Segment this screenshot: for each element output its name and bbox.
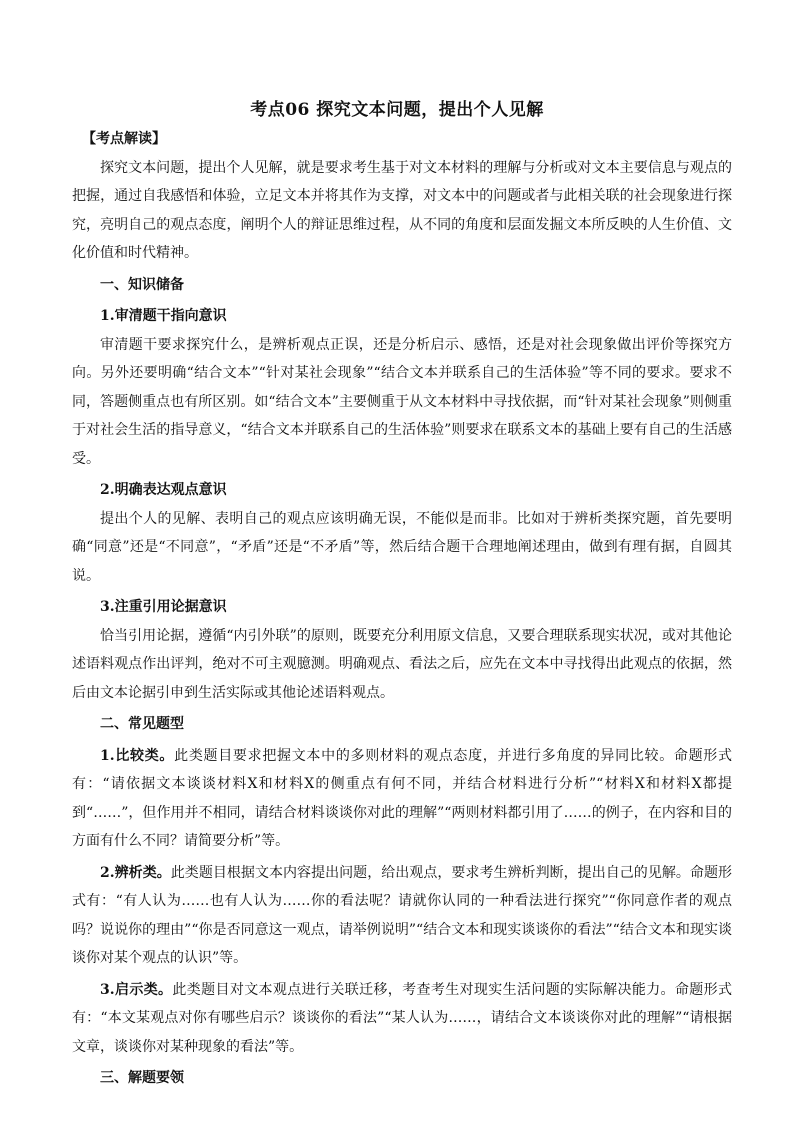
inspiration-type-body: 此类题目对文本观点进行关联迁移，考查考生对现实生活问题的实际解决能力。命题形式有：“本文某观点对你有哪些启示？谈谈你的看法”“某人认为……，请结合文本谈谈你对此的理解”“请根据文章，谈谈你对某种现象的看法”等。 (72, 981, 732, 1055)
comparison-type-lead: 1.比较类。 (100, 747, 175, 764)
section-heading-solving-tips: 三、解题要领 (100, 1070, 184, 1086)
paragraph-express-view: 提出个人的见解、表明自己的观点应该明确无误，不能似是而非。比如对于辨析类探究题，首先要明确“同意”还是“不同意”，“矛盾”还是“不矛盾”等，然后结合题干合理地阐述理由，做到有理有据，自圆其说。 (72, 510, 732, 584)
subheading-express-view: 2.明确表达观点意识 (100, 482, 227, 498)
paragraph-inspiration-type (72, 976, 732, 1062)
analysis-type-body: 此类题目根据文本内容提出问题，给出观点，要求考生辨析判断，提出自己的见解。命题形式有：“有人认为……也有人认为……你的看法呢？请就你认同的一种看法进行探究”“你同意作者的观点吗？说说你的理由”“你是否同意这一观点，请举例说明”“结合文本和现实谈谈你的看法”“结合文本和现实谈谈你对某个观点的认识”等。 (72, 864, 732, 966)
paragraph-comparison-type (72, 742, 732, 856)
intro-paragraph: 探究文本问题，提出个人见解，就是要求考生基于对文本材料的理解与分析或对文本主要信息与观点的把握，通过自我感悟和体验，立足文本并将其作为支撑，对文本中的问题或者与此相关联的社会现象进行探究，亮明自己的观点态度，阐明个人的辩证思维过程，从不同的角度和层面发掘文本所反映的人生价值、文化价值和时代精神。 (72, 159, 732, 261)
analysis-type-lead: 2.辨析类。 (100, 864, 171, 881)
document-body (72, 125, 732, 1093)
section-heading-knowledge: 一、知识储备 (100, 276, 184, 293)
subheading-review-question: 1.审清题干指向意识 (100, 308, 227, 324)
page-title: 考点06 探究文本问题，提出个人见解 (250, 100, 544, 120)
interpretation-label: 【考点解读】 (82, 131, 166, 147)
section-heading-question-types: 二、常见题型 (100, 716, 184, 732)
paragraph-analysis-type (72, 859, 732, 973)
subheading-cite-evidence: 3.注重引用论据意识 (100, 599, 227, 615)
paragraph-review-question: 审清题干要求探究什么，是辨析观点正误，还是分析启示、感悟，还是对社会现象做出评价等探究方向。另外还要明确“结合文本”“针对某社会现象”“结合文本并联系自己的生活体验”等不同的要求。要求不同，答题侧重点也有所区别。如“结合文本”主要侧重于从文本材料中寻找依据，而“针对某社会现象”则侧重于对社会生活的指导意义，“结合文本并联系自己的生活体验”则要求在联系文本的基础上要有自己的生活感受。 (72, 336, 732, 467)
comparison-type-body: 此类题目要求把握文本中的多则材料的观点态度，并进行多角度的异同比较。命题形式有：“请依据文本谈谈材料X和材料X的侧重点有何不同，并结合材料进行分析”“材料X和材料X都提到“……”，但作用并不相同，请结合材料谈谈你对此的理解”“两则材料都引用了……的例子，在内容和目的方面有什么不同？请简要分析”等。 (72, 747, 733, 849)
paragraph-cite-evidence: 恰当引用论据，遵循“内引外联”的原则，既要充分利用原文信息，又要合理联系现实状况，或对其他论述语料观点作出评判，绝对不可主观臆测。明确观点、看法之后，应先在文本中寻找得出此观点的依据，然后由文本论据引申到生活实际或其他论述语料观点。 (72, 627, 732, 701)
inspiration-type-lead: 3.启示类。 (100, 981, 173, 998)
